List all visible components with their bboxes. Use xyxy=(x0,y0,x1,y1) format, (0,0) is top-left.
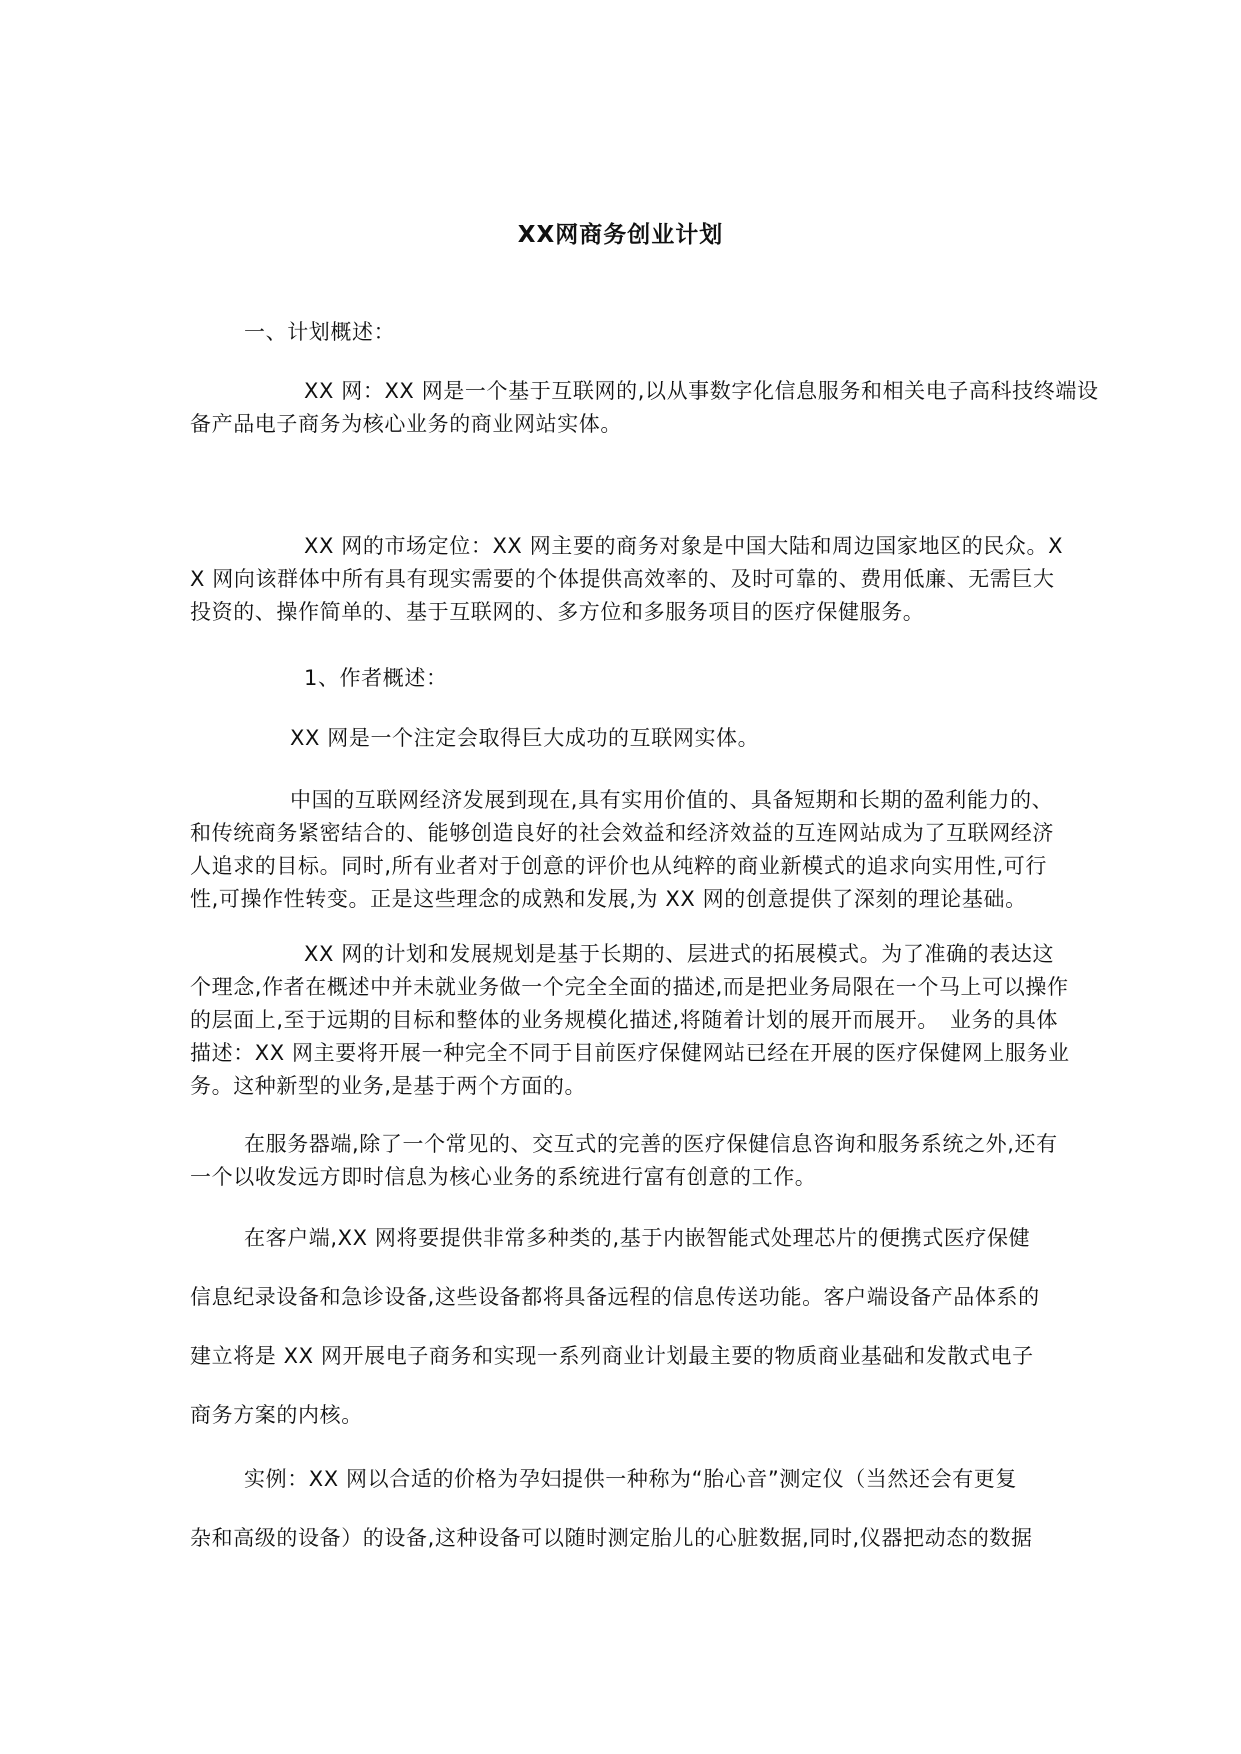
paragraph-client-line2: 信息纪录设备和急诊设备,这些设备都将具备远程的信息传送功能。客户端设备产品体系的 xyxy=(190,1285,1040,1309)
paragraph-market-positioning: XX 网的市场定位：XX 网主要的商务对象是中国大陆和周边国家地区的民众。XX 网向该群体中所有具有现实需要的个体提供高效率的、及时可靠的、费用低廉、无需巨大投资的、操作简单的、基于互联网的、多方位和多服务项目的医疗保健服务。 xyxy=(190,534,1064,624)
paragraph-china-internet: 中国的互联网经济发展到现在,具有实用价值的、具备短期和长期的盈利能力的、和传统商务紧密结合的、能够创造良好的社会效益和经济效益的互连网站成为了互联网经济人追求的目标。同时,所有业者对于创意的评价也从纯粹的商业新模式的追求向实用性,可行性,可操作性转变。正是这些理念的成熟和发展,为 XX 网的创意提供了深刻的理论基础。 xyxy=(190,788,1054,911)
paragraph-success: XX 网是一个注定会取得巨大成功的互联网实体。 xyxy=(290,726,760,750)
paragraph-example-line1: 实例：XX 网以合适的价格为孕妇提供一种称为“胎心音”测定仪（当然还会有更复 xyxy=(244,1467,1018,1491)
document-title: XX网商务创业计划 xyxy=(517,222,724,248)
subheading-author-overview: 1、作者概述： xyxy=(304,666,448,690)
paragraph-development-plan: XX 网的计划和发展规划是基于长期的、层进式的拓展模式。为了准确的表达这个理念,作者在概述中并未就业务做一个完全全面的描述,而是把业务局限在一个马上可以操作的层面上,至于远期的目标和整体的业务规模化描述,将随着计划的展开而展开。 业务的具体描述：XX 网主要将开展一种完全不同于目前医疗保健网站已经在开展的医疗保健网上服务业务。这种新型的业务,是基于两个方面的。 xyxy=(190,942,1070,1098)
paragraph-intro-line1: XX 网：XX 网是一个基于互联网的,以从事数字化信息服务和相关电子高科技终端设 xyxy=(304,379,1099,403)
paragraph-example-line2: 杂和高级的设备）的设备,这种设备可以随时测定胎儿的心脏数据,同时,仪器把动态的数据 xyxy=(190,1526,1033,1550)
paragraph-server-side: 在服务器端,除了一个常见的、交互式的完善的医疗保健信息咨询和服务系统之外,还有一个以收发远方即时信息为核心业务的系统进行富有创意的工作。 xyxy=(190,1132,1058,1189)
paragraph-client-line3: 建立将是 XX 网开展电子商务和实现一系列商业计划最主要的物质商业基础和发散式电子 xyxy=(190,1344,1034,1368)
paragraph-intro-line2: 备产品电子商务为核心业务的商业网站实体。 xyxy=(190,412,622,436)
paragraph-client-line4: 商务方案的内核。 xyxy=(190,1403,363,1427)
section-heading-overview: 一、计划概述： xyxy=(244,320,396,344)
paragraph-client-line1: 在客户端,XX 网将要提供非常多种类的,基于内嵌智能式处理芯片的便携式医疗保健 xyxy=(244,1226,1031,1250)
